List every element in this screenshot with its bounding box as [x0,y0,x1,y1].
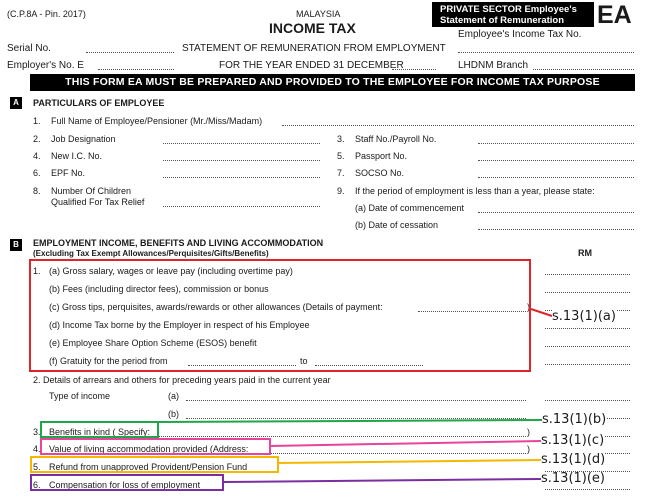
a9b-label: (b) Date of cessation [355,220,439,230]
annotation-s13-1d: s.13(1)(d) [541,452,606,467]
a6-label: EPF No. [51,168,86,178]
b3-close: ) [527,427,530,437]
section-b-subtitle: (Excluding Tax Exempt Allowances/Perquisites/Gifts/Benefits) [33,249,269,258]
employer-no-label: Employer's No. E [7,60,84,71]
a9-num: 9. [337,186,345,196]
section-b-title: EMPLOYMENT INCOME, BENEFITS AND LIVING ACCOMMODATION [33,238,324,248]
b1c-label: (c) Gross tips, perquisites, awards/rewards or other allowances (Details of payment: [49,302,383,312]
section-a-title: PARTICULARS OF EMPLOYEE [33,98,165,108]
b3-label: Benefits in kind ( Specify: [49,427,151,437]
a9-label: If the period of employment is less than a year, please state: [355,186,595,196]
country-label: MALAYSIA [296,9,341,19]
private-sector-line1: PRIVATE SECTOR Employee's [440,4,577,15]
subtitle-line2: FOR THE YEAR ENDED 31 DECEMBER [219,60,404,71]
b1-num: 1. [33,266,41,276]
pink-highlight-box [40,438,271,455]
b1b-label: (b) Fees (including director fees), commission or bonus [49,284,269,294]
a3-num: 3. [337,134,345,144]
form-name: EA [597,1,632,29]
a7-label: SOCSO No. [355,168,405,178]
b4-label: Value of living accommodation provided (Address: [49,444,249,454]
b3-num: 3. [33,427,41,437]
b6-label: Compensation for loss of employment [49,480,201,490]
yellow-highlight-box [30,456,279,473]
banner: THIS FORM EA MUST BE PREPARED AND PROVIDED TO THE EMPLOYEE FOR INCOME TAX PURPOSE [30,74,635,91]
b1f-label: (f) Gratuity for the period from [49,356,168,366]
serial-label: Serial No. [7,43,51,54]
employee-tax-label: Employee's Income Tax No. [458,29,582,40]
b2-label: 2. Details of arrears and others for preceding years paid in the current year [33,375,331,385]
a1-num: 1. [33,116,41,126]
form-code: (C.P.8A - Pin. 2017) [7,9,86,19]
a8-num: 8. [33,186,41,196]
b1f-to: to [300,356,308,366]
rm-label: RM [578,248,592,258]
b2b-label: (b) [168,409,179,419]
b1e-label: (e) Employee Share Option Scheme (ESOS) benefit [49,338,257,348]
a8-label-line1: Number Of Children [51,186,132,196]
a4-label: New I.C. No. [51,151,103,161]
b5-label: Refund from unapproved Provident/Pension Fund [49,462,248,472]
b6-num: 6. [33,480,41,490]
b4-close: ) [527,444,530,454]
private-sector-line2: Statement of Remuneration [440,15,565,26]
a3-label: Staff No./Payroll No. [355,134,437,144]
page-title: INCOME TAX [269,20,356,36]
a4-num: 4. [33,151,41,161]
b1a-label: (a) Gross salary, wages or leave pay (including overtime pay) [49,266,293,276]
b2-type-label: Type of income [49,391,111,401]
a6-num: 6. [33,168,41,178]
subtitle-line1: STATEMENT OF REMUNERATION FROM EMPLOYMENT [182,43,446,54]
green-highlight-box [40,421,159,438]
b4-num: 4. [33,444,41,454]
section-b-box: B [10,239,22,251]
a8-label-line2: Qualified For Tax Relief [51,197,145,207]
a9a-label: (a) Date of commencement [355,203,465,213]
purple-highlight-box [30,474,224,491]
a1-label: Full Name of Employee/Pensioner (Mr./Miss/Madam) [51,116,263,126]
b5-num: 5. [33,462,41,472]
annotation-s13-1e: s.13(1)(e) [541,471,606,486]
a5-num: 5. [337,151,345,161]
lhdnm-label: LHDNM Branch [458,60,529,71]
b1d-label: (d) Income Tax borne by the Employer in respect of his Employee [49,320,310,330]
a2-label: Job Designation [51,134,116,144]
section-a-box: A [10,97,22,109]
a2-num: 2. [33,134,41,144]
annotation-s13-1c: s.13(1)(c) [541,433,605,448]
annotation-s13-1a: s.13(1)(a) [552,309,616,324]
annotation-s13-1b: s.13(1)(b) [542,412,607,427]
b2a-label: (a) [168,391,179,401]
a7-num: 7. [337,168,345,178]
a5-label: Passport No. [355,151,408,161]
b1c-close: ) [527,302,530,312]
